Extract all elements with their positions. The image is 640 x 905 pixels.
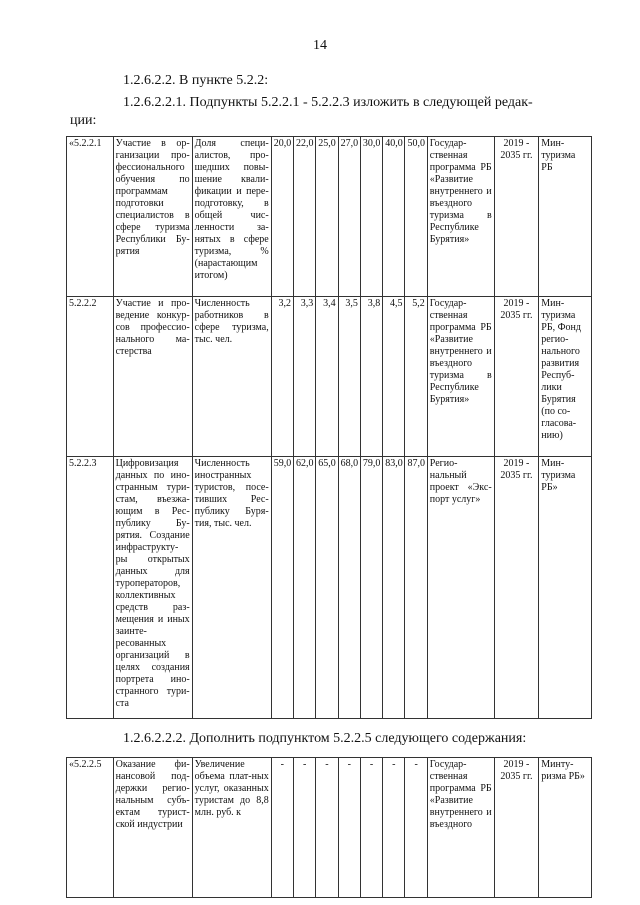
row-indicator: Увеличение объема плат-ных услуг, оказанных туристам до 8,8 млн. руб. к <box>192 758 271 898</box>
row-source: Государ-ственная программа РБ «Развитие внутреннего и въездного туризма в Республике Бурятия» <box>427 297 494 457</box>
row-executor: Мин-туризма РБ <box>539 137 592 297</box>
row-executor: Минту-ризма РБ» <box>539 758 592 898</box>
table-row <box>67 457 592 719</box>
row-executor: Мин-туризма РБ» <box>539 457 592 719</box>
paragraph-1-2-6-2-2-2: 1.2.6.2.2.2. Дополнить подпунктом 5.2.2.5 следующего содержания: <box>123 731 527 746</box>
row-value: 79,0 <box>360 457 382 719</box>
row-value: - <box>383 758 405 898</box>
row-value: 59,0 <box>271 457 293 719</box>
row-code: 5.2.2.3 <box>67 457 114 719</box>
row-code: 5.2.2.2 <box>67 297 114 457</box>
table-row <box>67 137 592 297</box>
row-executor: Мин-туризма РБ, Фонд регио-нального развития Респуб-лики Бурятия (по со-гласова-нию) <box>539 297 592 457</box>
paragraph-1-2-6-2-2-1-continuation: ции: <box>70 113 97 128</box>
row-code: «5.2.2.1 <box>67 137 114 297</box>
row-value: 83,0 <box>383 457 405 719</box>
row-period: 2019 - 2035 гг. <box>494 297 539 457</box>
row-value: - <box>316 758 338 898</box>
row-value: 68,0 <box>338 457 360 719</box>
row-activity: Участие и про-ведение конкур-сов профессио-нального ма-стерства <box>113 297 192 457</box>
row-indicator: Численность работников в сфере туризма, тыс. чел. <box>192 297 271 457</box>
paragraph-1-2-6-2-2-1: 1.2.6.2.2.1. Подпункты 5.2.2.1 - 5.2.2.3 изложить в следующей редак- <box>123 95 533 110</box>
row-value: 3,2 <box>271 297 293 457</box>
row-value: 25,0 <box>316 137 338 297</box>
table-row <box>67 297 592 457</box>
row-indicator: Численность иностранных туристов, посе-тивших Рес-публику Буря-тия, тыс. чел. <box>192 457 271 719</box>
row-source: Государ-ственная программа РБ «Развитие внутреннего и въездного <box>427 758 494 898</box>
row-value: 3,4 <box>316 297 338 457</box>
row-activity: Оказание фи-нансовой под-держки регио-нальным субъ-ектам турист-ской индустрии <box>113 758 192 898</box>
row-activity: Участие в ор-ганизации про-фессионального обучения по программам подготовки специалистов в сфере туризма Республики Бу-рятия <box>113 137 192 297</box>
row-value: 22,0 <box>294 137 316 297</box>
row-value: 5,2 <box>405 297 427 457</box>
table-row <box>67 758 592 898</box>
page-number: 14 <box>313 38 327 53</box>
row-value: 65,0 <box>316 457 338 719</box>
paragraph-1-2-6-2-2: 1.2.6.2.2. В пункте 5.2.2: <box>123 73 269 88</box>
row-value: 27,0 <box>338 137 360 297</box>
row-value: - <box>271 758 293 898</box>
row-value: 3,5 <box>338 297 360 457</box>
row-value: 20,0 <box>271 137 293 297</box>
row-value: - <box>338 758 360 898</box>
table-subitems-5-2-2-1-to-5-2-2-3 <box>66 136 592 719</box>
row-source: Регио-нальный проект «Экс-порт услуг» <box>427 457 494 719</box>
row-activity: Цифровизация данных по ино-странным тури-стам, въезжа-ющим в Рес-публику Бу-рятия. Создание инфраструкту-ры открытых данных для туроператоров, коллективных средств раз-мещения и иных заинте-ресованных организаций в целях создания портрета ино-странного тури-ста <box>113 457 192 719</box>
table-subitem-5-2-2-5 <box>66 757 592 898</box>
row-period: 2019 - 2035 гг. <box>494 137 539 297</box>
row-value: - <box>405 758 427 898</box>
row-value: 50,0 <box>405 137 427 297</box>
row-value: 40,0 <box>383 137 405 297</box>
row-value: - <box>294 758 316 898</box>
row-indicator: Доля специ-алистов, про-шедших повы-шение квали-фикации и пере-подготовку, в общей чис-ленности за-нятых в сфере туризма, % (нарастающим итогом) <box>192 137 271 297</box>
row-period: 2019 - 2035 гг. <box>494 457 539 719</box>
row-value: 4,5 <box>383 297 405 457</box>
row-value: 30,0 <box>360 137 382 297</box>
row-source: Государ-ственная программа РБ «Развитие внутреннего и въездного туризма в Республике Бурятия» <box>427 137 494 297</box>
row-period: 2019 - 2035 гг. <box>494 758 539 898</box>
row-value: 62,0 <box>294 457 316 719</box>
row-value: 87,0 <box>405 457 427 719</box>
row-value: 3,8 <box>360 297 382 457</box>
row-value: - <box>360 758 382 898</box>
row-code: «5.2.2.5 <box>67 758 114 898</box>
row-value: 3,3 <box>294 297 316 457</box>
